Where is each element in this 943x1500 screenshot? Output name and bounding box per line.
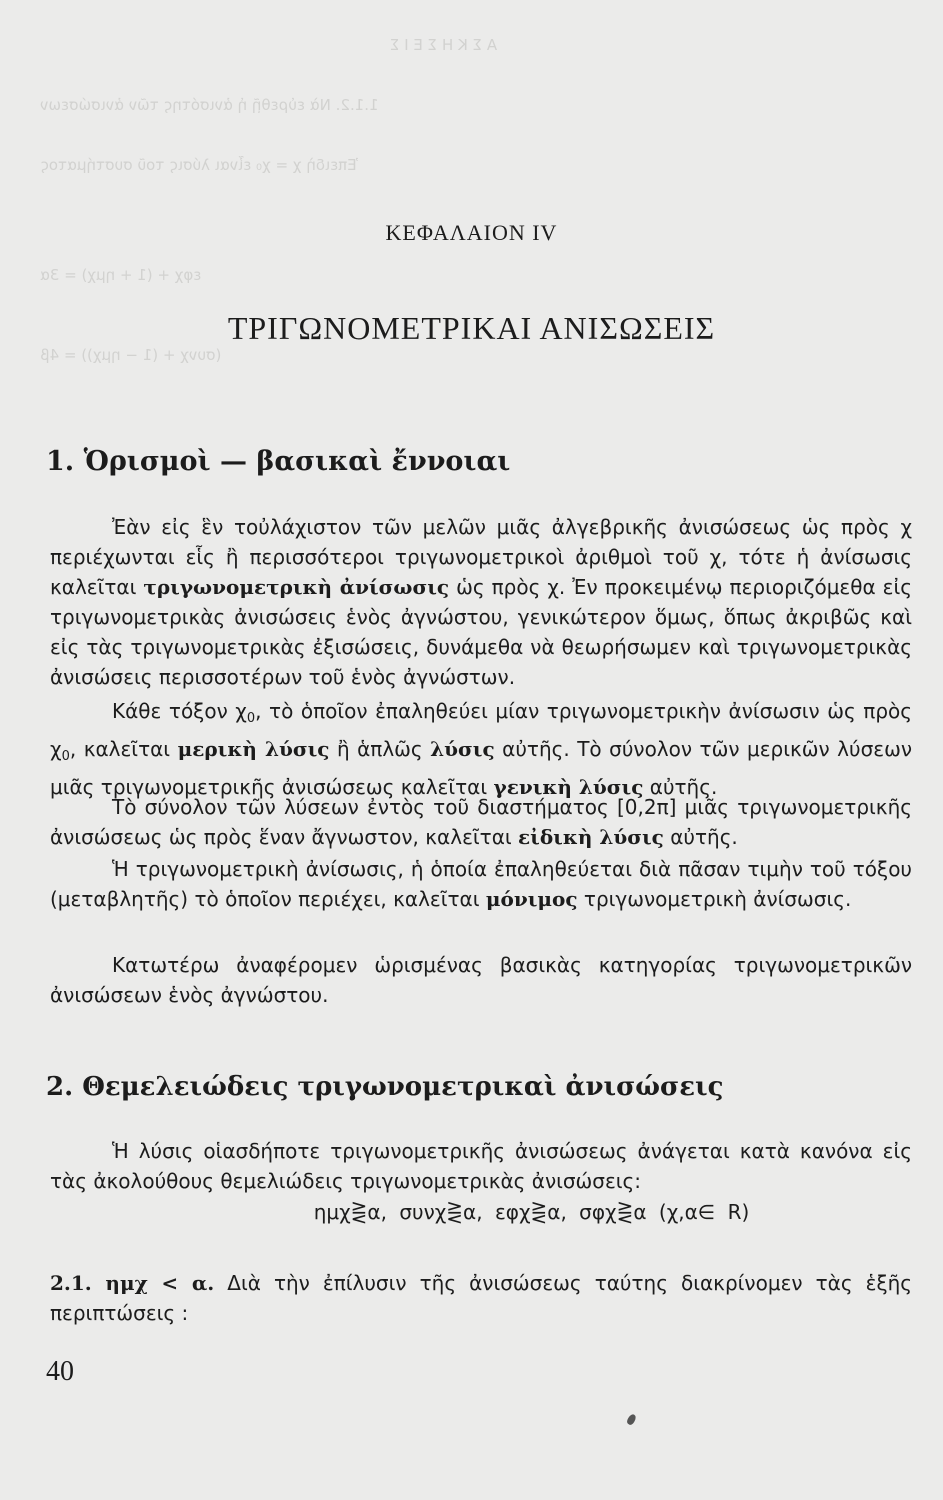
- subsection-2-1: 2.1. ημχ < α. Διὰ τὴν ἐπίλυσιν τῆς ἀνισώσεως ταύτης διακρίνομεν τὰς ἑξῆς περιπτώσεις :: [50, 1271, 913, 1325]
- ink-speck: [626, 1413, 638, 1426]
- section-1-paragraph-5: Κατωτέρω ἀναφέρομεν ὡρισμένας βασικὰς κατηγορίας τριγωνομετρικῶν ἀνισώσεων ἑνὸς ἀγνώστου.: [50, 953, 912, 1007]
- term-special-solution: εἰδικὴ λύσις: [518, 825, 664, 849]
- section-2-paragraph-1: Ἡ λύσις οἱασδήποτε τριγωνομετρικῆς ἀνισώσεως ἀνάγεται κατὰ κανόνα εἰς τὰς ἀκολούθους θεμελιώδεις τριγωνομετρικὰς ἀνισώσεις:: [50, 1139, 912, 1193]
- section-1-paragraph-2: Κάθε τόξον $\chi_0$, τὸ ὁποῖον ἐπαληθεύει μίαν τριγωνομετρικὴν ἀνίσωσιν ὡς πρὸς $\chi_0$, καλεῖται μερικὴ λύσις ἢ ἁπλῶς λύσις αὐτῆς. Τὸ σύνολον τῶν μερικῶν λύσεων μιᾶς τριγωνομετρικῆς ἀνισώσεως καλεῖται γενικὴ λύσις αὐτῆς.: [50, 699, 913, 799]
- bleed-through-decoration: Α Σ Κ Η Σ Ε Ι Σ: [390, 36, 498, 54]
- subsection-2-1-heading: 2.1. ημχ < α.: [50, 1271, 215, 1295]
- section-1-paragraph-3: Τὸ σύνολον τῶν λύσεων ἐντὸς τοῦ διαστήματος [0,2π] μιᾶς τριγωνομετρικῆς ἀνισώσεως ὡς πρὸς ἕναν ἄγνωστον, καλεῖται εἰδικὴ λύσις αὐτῆς.: [50, 795, 912, 849]
- section-1-heading: 1. Ὁρισμοὶ — βασικαὶ ἔννοιαι: [46, 446, 511, 477]
- bleed-through-decoration: Ἐπειδὴ χ = χ₀ εἶναι λύσις τοῦ συστήματος: [40, 156, 358, 174]
- bleed-through-decoration: (συνχ + (1 − ημχ)) = 4β: [40, 346, 222, 364]
- page-number: 40: [46, 1356, 74, 1387]
- term-solution: λύσις: [430, 737, 495, 761]
- fundamental-inequalities-formula: ημχ⋛α, συνχ⋛α, εφχ⋛α, σφχ⋛α (χ,α∈ R): [313, 1200, 750, 1224]
- section-1-paragraph-4: Ἡ τριγωνομετρικὴ ἀνίσωσις, ἡ ὁποία ἐπαληθεύεται διὰ πᾶσαν τιμὴν τοῦ τόξου (μεταβλητῆς) τὸ ὁποῖον περιέχει, καλεῖται μόνιμος τριγωνομετρικὴ ἀνίσωσις.: [50, 857, 912, 911]
- chapter-title: ΤΡΙΓΩΝΟΜΕΤΡΙΚΑΙ ΑΝΙΣΩΣΕΙΣ: [227, 310, 716, 346]
- bleed-through-decoration: 1.1.2. Νὰ εὑρεθῇ ἡ ἀνισότης τῶν ἀνισώσεων: [40, 96, 379, 114]
- term-trigonometric-inequality: τριγωνομετρικὴ ἀνίσωσις: [143, 575, 450, 599]
- chapter-label: ΚΕΦΑΛΑΙΟΝ IV: [385, 220, 558, 245]
- section-1-paragraph-1: Ἐὰν εἰς ἓν τοὐλάχιστον τῶν μελῶν μιᾶς ἀλγεβρικῆς ἀνισώσεως ὡς πρὸς χ περιέχωνται εἷς ἢ περισσότεροι τριγωνομετρικοὶ ἀριθμοὶ τοῦ χ, τότε ἡ ἀνίσωσις καλεῖται τριγωνομετρικὴ ἀνίσωσις ὡς πρὸς χ. Ἐν προκειμένῳ περιοριζόμεθα εἰς τριγωνομετρικὰς ἀνισώσεις ἑνὸς ἀγνώστου, γενικώτερον ὅμως, ὅπως ἀκριβῶς καὶ εἰς τὰς τριγωνομετρικὰς ἐξισώσεις, δυνάμεθα νὰ θεωρήσωμεν καὶ τριγωνομετρικὰς ἀνισώσεις περισσοτέρων τοῦ ἑνὸς ἀγνώστων.: [50, 515, 912, 689]
- term-general-solution: γενικὴ λύσις: [493, 775, 644, 799]
- term-permanent: μόνιμος: [485, 887, 578, 911]
- term-partial-solution: μερικὴ λύσις: [177, 737, 330, 761]
- bleed-through-decoration: εφχ + (1 + ημχ) = 3α: [40, 266, 202, 284]
- section-2-heading: 2. Θεμελειώδεις τριγωνομετρικαὶ ἀνισώσεις: [46, 1072, 724, 1102]
